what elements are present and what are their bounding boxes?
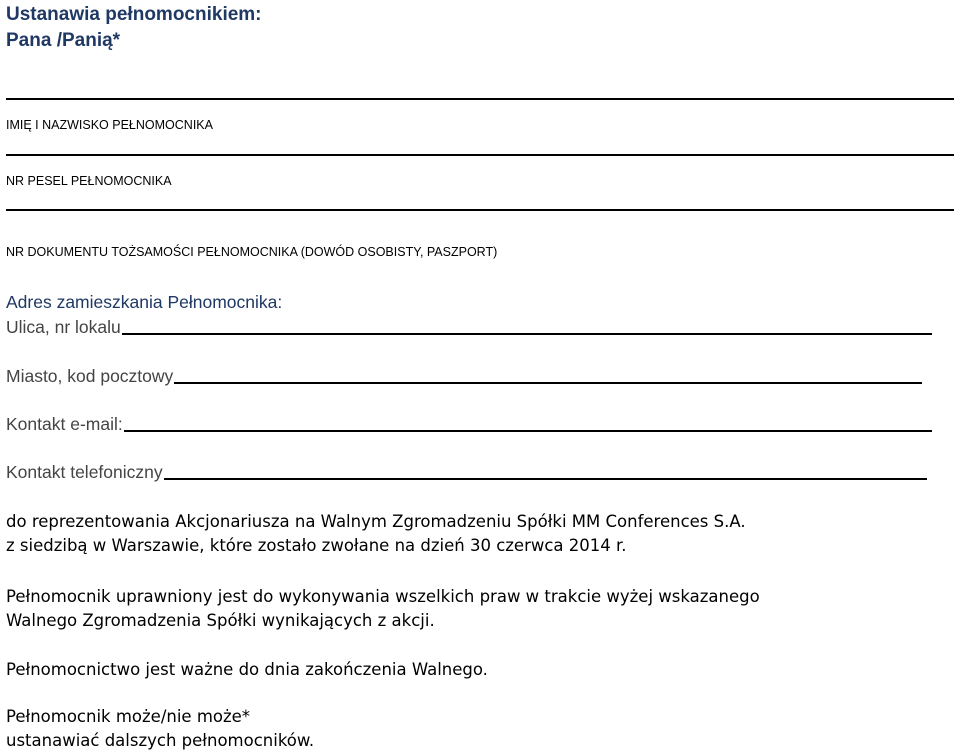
rights-text-line2: Walnego Zgromadzenia Spółki wynikających z akcji.: [6, 611, 435, 630]
representation-text-line2: z siedzibą w Warszawie, które zostało zwołane na dzień 30 czerwca 2014 r.: [6, 536, 627, 555]
proxy-name-label: IMIĘ I NAZWISKO PEŁNOMOCNIKA: [6, 118, 213, 132]
city-field: [6, 366, 922, 387]
email-label: Kontakt e-mail:: [6, 414, 123, 434]
phone-input-line[interactable]: [164, 477, 927, 480]
substitution-text-line2: ustanawiać dalszych pełnomocników.: [6, 731, 315, 750]
representation-text-line1: do reprezentowania Akcjonariusza na Walnym Zgromadzeniu Spółki MM Conferences S.A.: [6, 512, 746, 531]
proxy-name-input-line[interactable]: [6, 98, 954, 100]
street-label: Ulica, nr lokalu: [6, 317, 121, 337]
proxy-pesel-label: NR PESEL PEŁNOMOCNIKA: [6, 174, 172, 188]
city-input-line[interactable]: [174, 381, 922, 384]
phone-label: Kontakt telefoniczny: [6, 462, 163, 482]
form-title-line2: Pana /Panią*: [6, 30, 121, 51]
street-input-line[interactable]: [122, 332, 932, 335]
validity-text: Pełnomocnictwo jest ważne do dnia zakończenia Walnego.: [6, 660, 488, 679]
address-section-title: Adres zamieszkania Pełnomocnika:: [6, 292, 283, 312]
phone-field: [6, 462, 927, 483]
form-title-line1: Ustanawia pełnomocnikiem:: [6, 4, 262, 25]
substitution-text-line1: Pełnomocnik może/nie może*: [6, 707, 251, 726]
rights-text-line1: Pełnomocnik uprawniony jest do wykonywania wszelkich praw w trakcie wyżej wskazanego: [6, 587, 760, 606]
city-label: Miasto, kod pocztowy: [6, 366, 174, 386]
email-field: [6, 414, 932, 435]
email-input-line[interactable]: [124, 429, 932, 432]
street-field: [6, 317, 932, 338]
proxy-pesel-input-line[interactable]: [6, 154, 954, 156]
proxy-id-document-label: NR DOKUMENTU TOŻSAMOŚCI PEŁNOMOCNIKA (DOWÓD OSOBISTY, PASZPORT): [6, 245, 498, 259]
proxy-id-document-input-line[interactable]: [6, 209, 954, 211]
